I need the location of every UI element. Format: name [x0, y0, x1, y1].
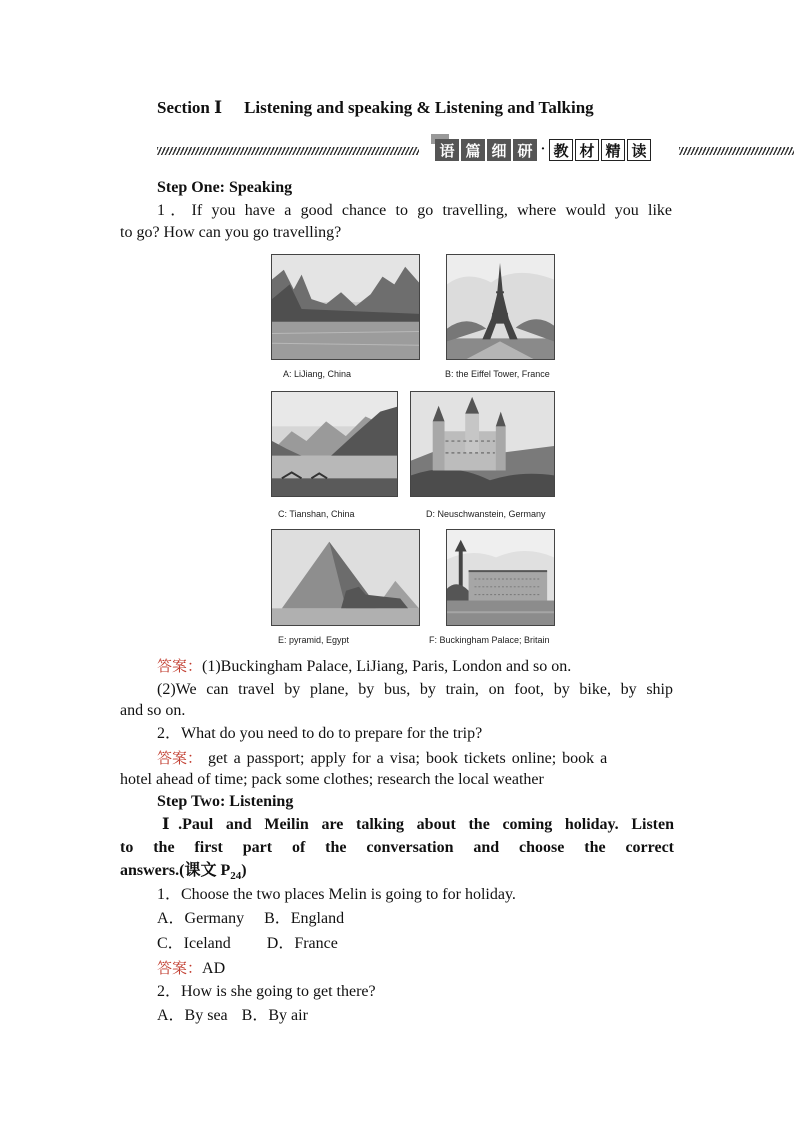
answer-1-line3: and so on. [120, 702, 186, 719]
page-subscript: 24 [230, 870, 242, 883]
pyramid-sphinx-photo [271, 529, 420, 626]
banner-label [435, 139, 653, 161]
banner-char: 材 [575, 139, 599, 161]
palace-photo [446, 529, 555, 626]
banner-char: 教 [549, 139, 573, 161]
instruction-line1: Ⅰ.Paul and Meilin are talking about the coming holiday. Listen [162, 816, 674, 833]
castle-photo [410, 391, 555, 497]
photo-caption-e: E: pyramid, Egypt [278, 635, 350, 645]
banner-char: 精 [601, 139, 625, 161]
option-d: D．France [266, 935, 338, 952]
answer-2-line2: hotel ahead of time; pack some clothes; research the local weather [120, 771, 544, 788]
answer-label: 答案： [157, 657, 203, 675]
river-mountains-photo [271, 254, 420, 360]
option-a: A．By sea [157, 1007, 228, 1024]
photo-caption-b: B: the Eiffel Tower, France [445, 369, 550, 379]
banner-char: 细 [487, 139, 511, 161]
banner-separator: · [540, 142, 546, 157]
instruction-line2: to the first part of the conversation and choose the correct [120, 839, 674, 856]
photo-caption-c: C: Tianshan, China [278, 509, 355, 519]
options-row-1 [157, 909, 344, 929]
section-banner [157, 134, 794, 168]
mountain-lake-photo [271, 391, 398, 497]
question-1-line1: 1．If you have a good chance to go travelling, where would you like [157, 202, 672, 219]
banner-hatch-right [679, 147, 794, 155]
photo-caption-d: D: Neuschwanstein, Germany [426, 509, 546, 519]
instruction-line3 [120, 861, 247, 886]
option-b: B．By air [241, 1007, 308, 1024]
answer-label: 答案： [157, 959, 203, 977]
listening-question-2: 2．How is she going to get there? [157, 983, 376, 1000]
instruction-text: answers.(课文 P [120, 862, 231, 879]
option-c: C．Iceland [157, 935, 231, 952]
banner-char: 篇 [461, 139, 485, 161]
photo-caption-a: A: LiJiang, China [283, 369, 352, 379]
listening-question-1: 1．Choose the two places Melin is going to for holiday. [157, 886, 516, 903]
answer-1-line1 [157, 656, 571, 677]
answer-value: AD [202, 960, 226, 977]
options-row-2 [157, 934, 338, 954]
step-two-heading: Step Two: Listening [157, 793, 294, 810]
listening-answer-1 [157, 958, 225, 979]
answer-2-text: get a passport; apply for a visa; book tickets online; book a [208, 750, 608, 767]
banner-hatch-left [157, 147, 419, 155]
answer-1-line2: (2)We can travel by plane, by bus, by train, on foot, by bike, by ship [157, 681, 673, 698]
photo-caption-f: F: Buckingham Palace; Britain [429, 635, 550, 645]
question-2: 2．What do you need to do to prepare for the trip? [157, 725, 483, 742]
instruction-close: ) [241, 862, 247, 879]
section-title [157, 98, 594, 118]
options-row-3 [157, 1006, 308, 1026]
option-a: A．Germany [157, 910, 245, 927]
option-b: B．England [264, 910, 345, 927]
section-subtitle: Listening and speaking & Listening and Talking [244, 98, 594, 117]
banner-char: 语 [435, 139, 459, 161]
step-one-heading: Step One: Speaking [157, 179, 293, 196]
answer-2-line1 [157, 748, 673, 769]
eiffel-tower-photo [446, 254, 555, 360]
answer-label: 答案： [157, 749, 203, 767]
section-number: Section Ⅰ [157, 98, 223, 117]
answer-1-text: (1)Buckingham Palace, LiJiang, Paris, London and so on. [202, 658, 572, 675]
banner-char: 研 [513, 139, 537, 161]
banner-char: 读 [627, 139, 651, 161]
question-1-line2: to go? How can you go travelling? [120, 224, 342, 241]
